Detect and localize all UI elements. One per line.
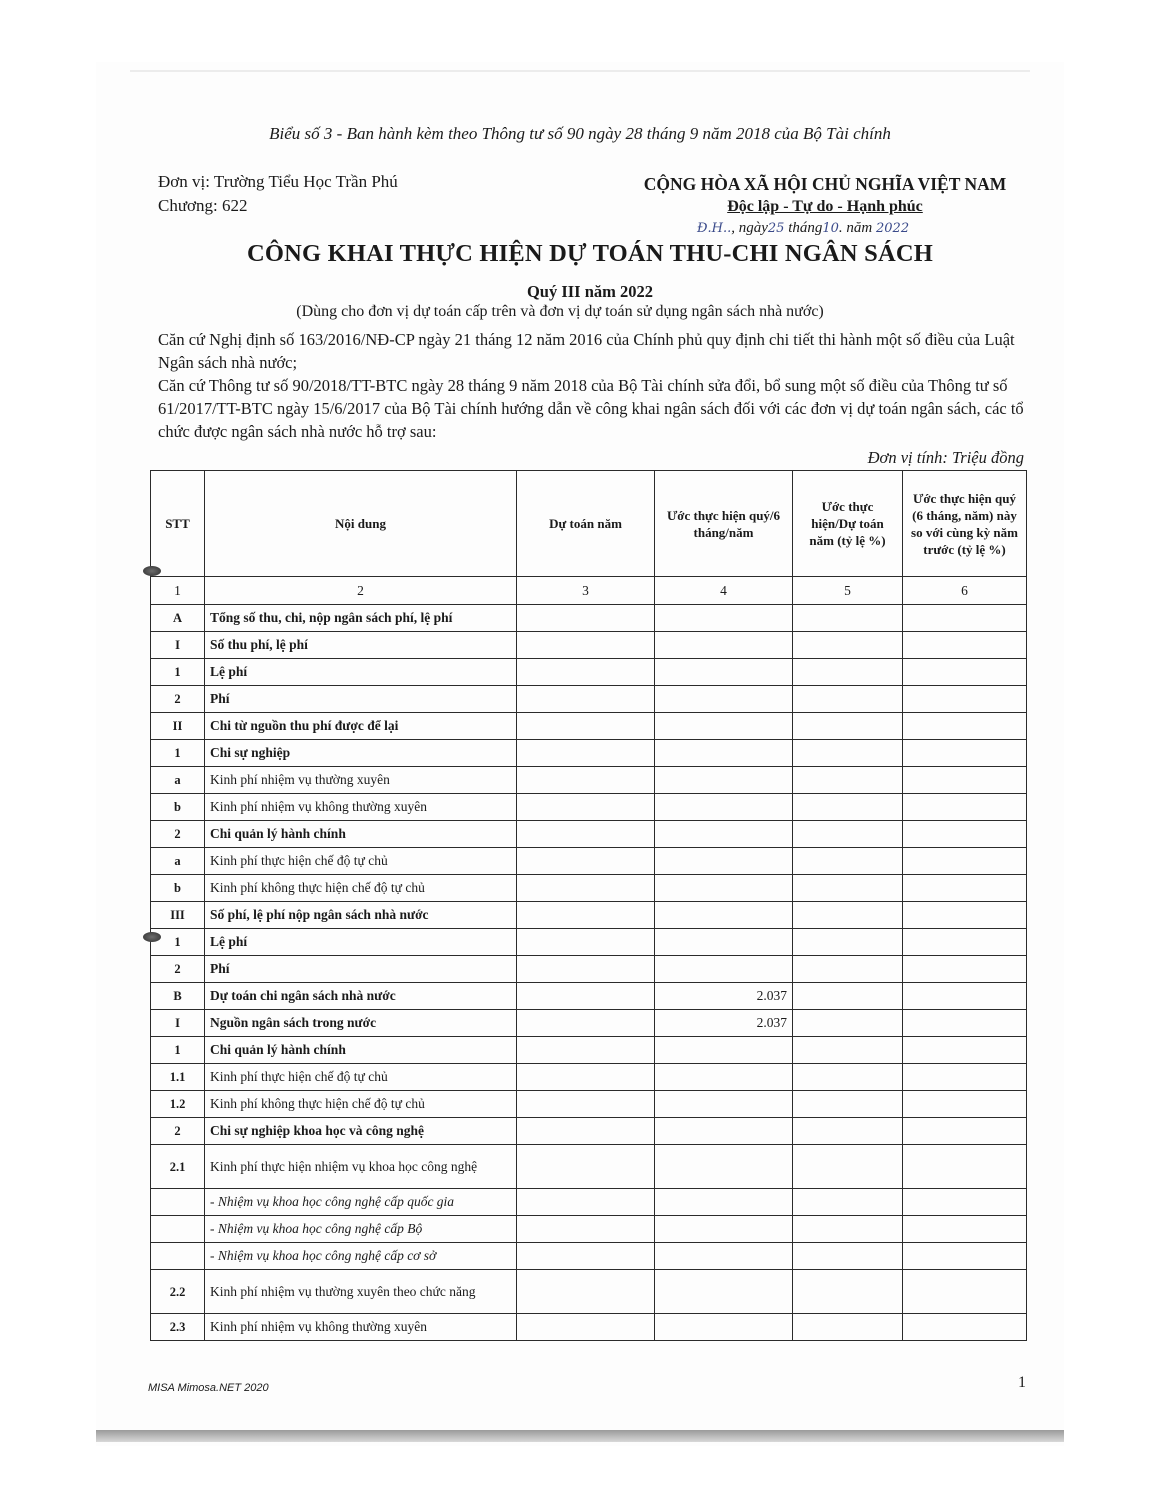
table-row	[151, 875, 1027, 902]
row-year-over-year-ratio	[903, 821, 1027, 848]
table-row	[151, 740, 1027, 767]
row-annual-estimate	[517, 1037, 655, 1064]
row-content: Kinh phí nhiệm vụ thường xuyên	[205, 767, 517, 794]
table-row	[151, 1270, 1027, 1314]
row-content: Kinh phí nhiệm vụ không thường xuyên	[205, 794, 517, 821]
row-year-over-year-ratio	[903, 1064, 1027, 1091]
row-annual-estimate	[517, 1314, 655, 1341]
document-scope: (Dùng cho đơn vị dự toán cấp trên và đơn vị dự toán sử dụng ngân sách nhà nước)	[296, 303, 824, 320]
row-execution-ratio	[793, 605, 903, 632]
table-row	[151, 848, 1027, 875]
row-execution-ratio	[793, 1189, 903, 1216]
row-execution-ratio	[793, 1037, 903, 1064]
nation-motto: Độc lập - Tự do - Hạnh phúc	[727, 198, 923, 215]
row-stt	[151, 1189, 205, 1216]
date-line	[697, 220, 909, 237]
row-year-over-year-ratio	[903, 1314, 1027, 1341]
table-row	[151, 1216, 1027, 1243]
row-execution-ratio	[793, 956, 903, 983]
row-execution-ratio	[793, 983, 903, 1010]
row-stt: II	[151, 713, 205, 740]
column-number-row	[151, 577, 1027, 605]
row-content: - Nhiệm vụ khoa học công nghệ cấp Bộ	[205, 1216, 517, 1243]
row-stt: 1.1	[151, 1064, 205, 1091]
row-year-over-year-ratio	[903, 929, 1027, 956]
table-row	[151, 1118, 1027, 1145]
row-annual-estimate	[517, 686, 655, 713]
table-row	[151, 1037, 1027, 1064]
row-content: Kinh phí thực hiện nhiệm vụ khoa học công nghệ	[205, 1145, 517, 1189]
row-content: Lệ phí	[205, 659, 517, 686]
row-stt: 2	[151, 1118, 205, 1145]
row-execution-ratio	[793, 794, 903, 821]
row-content: Phí	[205, 956, 517, 983]
column-number: 2	[205, 577, 517, 605]
row-annual-estimate	[517, 767, 655, 794]
row-annual-estimate	[517, 1064, 655, 1091]
row-stt: 1.2	[151, 1091, 205, 1118]
row-estimated-execution	[655, 875, 793, 902]
row-annual-estimate	[517, 1118, 655, 1145]
row-stt: 2	[151, 956, 205, 983]
row-execution-ratio	[793, 821, 903, 848]
row-annual-estimate	[517, 1243, 655, 1270]
row-stt: b	[151, 794, 205, 821]
row-year-over-year-ratio	[903, 848, 1027, 875]
row-execution-ratio	[793, 686, 903, 713]
row-estimated-execution	[655, 686, 793, 713]
row-estimated-execution	[655, 1216, 793, 1243]
row-estimated-execution	[655, 1270, 793, 1314]
row-estimated-execution	[655, 1064, 793, 1091]
row-year-over-year-ratio	[903, 794, 1027, 821]
row-execution-ratio	[793, 1091, 903, 1118]
row-estimated-execution: 2.037	[655, 983, 793, 1010]
row-estimated-execution	[655, 902, 793, 929]
scan-edge	[130, 70, 1030, 72]
row-content: Kinh phí thực hiện chế độ tự chủ	[205, 1064, 517, 1091]
row-annual-estimate	[517, 1216, 655, 1243]
row-execution-ratio	[793, 1118, 903, 1145]
date-day-label: , ngày	[731, 220, 768, 236]
column-number: 6	[903, 577, 1027, 605]
column-number: 3	[517, 577, 655, 605]
punch-hole	[143, 566, 161, 576]
row-estimated-execution	[655, 1037, 793, 1064]
row-content: Kinh phí không thực hiện chế độ tự chủ	[205, 875, 517, 902]
budget-table	[150, 470, 1027, 1341]
header-estimated-execution: Ước thực hiện quý/6 tháng/năm	[655, 471, 793, 577]
row-annual-estimate	[517, 605, 655, 632]
date-year: 2022	[876, 221, 910, 236]
row-stt: 2.1	[151, 1145, 205, 1189]
nation-block	[590, 172, 1060, 218]
table-row	[151, 794, 1027, 821]
row-annual-estimate	[517, 632, 655, 659]
row-content: Dự toán chi ngân sách nhà nước	[205, 983, 517, 1010]
row-estimated-execution	[655, 1118, 793, 1145]
row-stt: I	[151, 1010, 205, 1037]
table-row	[151, 956, 1027, 983]
row-estimated-execution	[655, 1243, 793, 1270]
row-estimated-execution	[655, 821, 793, 848]
row-annual-estimate	[517, 902, 655, 929]
date-day: 25	[767, 221, 785, 236]
row-execution-ratio	[793, 1010, 903, 1037]
row-content: Chi từ nguồn thu phí được để lại	[205, 713, 517, 740]
basis-circular: Căn cứ Thông tư số 90/2018/TT-BTC ngày 28 tháng 9 năm 2018 của Bộ Tài chính sửa đổi, bổ sung một số điều của Thông tư số 61/2017/TT-BTC ngày 15/6/2017 của Bộ Tài chính hướng dẫn về công khai ngân sách đối với các đơn vị dự toán ngân sách, các tổ chức được ngân sách nhà nước hỗ trợ sau:	[158, 376, 1024, 441]
row-stt: 2	[151, 686, 205, 713]
row-stt: a	[151, 848, 205, 875]
chapter-code: Chương: 622	[158, 196, 248, 215]
row-stt: b	[151, 875, 205, 902]
row-stt: 1	[151, 659, 205, 686]
row-year-over-year-ratio	[903, 1037, 1027, 1064]
row-stt: I	[151, 632, 205, 659]
row-year-over-year-ratio	[903, 1118, 1027, 1145]
row-content: Lệ phí	[205, 929, 517, 956]
row-estimated-execution	[655, 767, 793, 794]
row-execution-ratio	[793, 1216, 903, 1243]
row-execution-ratio	[793, 929, 903, 956]
table-row	[151, 902, 1027, 929]
row-year-over-year-ratio	[903, 1189, 1027, 1216]
date-year-label: . năm	[838, 220, 873, 236]
row-estimated-execution	[655, 1189, 793, 1216]
row-execution-ratio	[793, 740, 903, 767]
row-execution-ratio	[793, 902, 903, 929]
row-execution-ratio	[793, 1145, 903, 1189]
row-execution-ratio	[793, 632, 903, 659]
table-row	[151, 632, 1027, 659]
row-year-over-year-ratio	[903, 902, 1027, 929]
punch-hole	[143, 932, 161, 942]
table-row	[151, 605, 1027, 632]
row-year-over-year-ratio	[903, 1243, 1027, 1270]
row-execution-ratio	[793, 713, 903, 740]
table-row	[151, 1145, 1027, 1189]
row-stt: 1	[151, 1037, 205, 1064]
column-number: 5	[793, 577, 903, 605]
unit-block	[158, 170, 398, 218]
row-annual-estimate	[517, 794, 655, 821]
table-row	[151, 983, 1027, 1010]
row-content: Phí	[205, 686, 517, 713]
legal-basis-line: Biểu số 3 - Ban hành kèm theo Thông tư số 90 ngày 28 tháng 9 năm 2018 của Bộ Tài chính	[269, 124, 891, 143]
header-execution-ratio: Ước thực hiện/Dự toán năm (tỷ lệ %)	[793, 471, 903, 577]
row-estimated-execution	[655, 632, 793, 659]
row-year-over-year-ratio	[903, 1270, 1027, 1314]
row-stt: A	[151, 605, 205, 632]
header-year-over-year-ratio: Ước thực hiện quý (6 tháng, năm) này so với cùng kỳ năm trước (tỷ lệ %)	[903, 471, 1027, 577]
row-stt: 1	[151, 929, 205, 956]
table-row	[151, 1064, 1027, 1091]
row-annual-estimate	[517, 1091, 655, 1118]
row-content: Số thu phí, lệ phí	[205, 632, 517, 659]
header-content: Nội dung	[205, 471, 517, 577]
row-year-over-year-ratio	[903, 686, 1027, 713]
header-annual-estimate: Dự toán năm	[517, 471, 655, 577]
footer-software: MISA Mimosa.NET 2020	[148, 1382, 269, 1394]
currency-unit: Đơn vị tính: Triệu đồng	[867, 448, 1024, 467]
unit-name: Đơn vị: Trường Tiểu Học Trần Phú	[158, 172, 398, 191]
page-number: 1	[1018, 1374, 1026, 1391]
row-annual-estimate	[517, 659, 655, 686]
table-row	[151, 767, 1027, 794]
table-row	[151, 1189, 1027, 1216]
row-year-over-year-ratio	[903, 632, 1027, 659]
basis-decree: Căn cứ Nghị định số 163/2016/NĐ-CP ngày 21 tháng 12 năm 2016 của Chính phủ quy định chi tiết thi hành một số điều của Luật Ngân sách nhà nước;	[158, 330, 1015, 372]
row-annual-estimate	[517, 848, 655, 875]
row-estimated-execution	[655, 848, 793, 875]
row-content: Chi quản lý hành chính	[205, 821, 517, 848]
row-content: Chi sự nghiệp khoa học và công nghệ	[205, 1118, 517, 1145]
table-row	[151, 929, 1027, 956]
row-annual-estimate	[517, 1145, 655, 1189]
row-execution-ratio	[793, 1270, 903, 1314]
row-estimated-execution	[655, 1091, 793, 1118]
row-execution-ratio	[793, 875, 903, 902]
row-execution-ratio	[793, 1064, 903, 1091]
table-row	[151, 659, 1027, 686]
row-annual-estimate	[517, 821, 655, 848]
row-year-over-year-ratio	[903, 713, 1027, 740]
row-estimated-execution	[655, 1314, 793, 1341]
row-annual-estimate	[517, 983, 655, 1010]
row-content: Kinh phí nhiệm vụ không thường xuyên	[205, 1314, 517, 1341]
row-year-over-year-ratio	[903, 1216, 1027, 1243]
row-estimated-execution	[655, 605, 793, 632]
row-estimated-execution	[655, 929, 793, 956]
row-annual-estimate	[517, 929, 655, 956]
date-month-label: tháng	[784, 220, 823, 236]
column-number: 1	[151, 577, 205, 605]
row-stt: a	[151, 767, 205, 794]
row-stt	[151, 1243, 205, 1270]
row-year-over-year-ratio	[903, 740, 1027, 767]
document-period: Quý III năm 2022	[526, 282, 654, 301]
row-estimated-execution	[655, 1145, 793, 1189]
row-estimated-execution	[655, 794, 793, 821]
row-year-over-year-ratio	[903, 605, 1027, 632]
document-title: CÔNG KHAI THỰC HIỆN DỰ TOÁN THU-CHI NGÂN SÁCH	[246, 240, 933, 267]
row-content: Kinh phí thực hiện chế độ tự chủ	[205, 848, 517, 875]
table-row	[151, 1314, 1027, 1341]
scan-shadow	[96, 1430, 1064, 1442]
nation-title: CỘNG HÒA XÃ HỘI CHỦ NGHĨA VIỆT NAM	[643, 174, 1007, 194]
table-row	[151, 686, 1027, 713]
row-execution-ratio	[793, 659, 903, 686]
row-annual-estimate	[517, 956, 655, 983]
row-year-over-year-ratio	[903, 1091, 1027, 1118]
row-content: Tổng số thu, chi, nộp ngân sách phí, lệ phí	[205, 605, 517, 632]
row-execution-ratio	[793, 1243, 903, 1270]
date-place: Đ.H..	[697, 221, 732, 236]
row-execution-ratio	[793, 1314, 903, 1341]
row-estimated-execution	[655, 740, 793, 767]
row-year-over-year-ratio	[903, 659, 1027, 686]
row-estimated-execution	[655, 713, 793, 740]
row-content: Nguồn ngân sách trong nước	[205, 1010, 517, 1037]
row-year-over-year-ratio	[903, 875, 1027, 902]
row-year-over-year-ratio	[903, 767, 1027, 794]
row-content: Chi quản lý hành chính	[205, 1037, 517, 1064]
date-month: 10	[822, 221, 839, 236]
row-annual-estimate	[517, 1189, 655, 1216]
row-estimated-execution	[655, 659, 793, 686]
row-annual-estimate	[517, 1010, 655, 1037]
row-annual-estimate	[517, 740, 655, 767]
table-row	[151, 1010, 1027, 1037]
row-stt: B	[151, 983, 205, 1010]
table-header-row	[151, 471, 1027, 577]
row-year-over-year-ratio	[903, 956, 1027, 983]
row-estimated-execution	[655, 956, 793, 983]
row-content: Kinh phí không thực hiện chế độ tự chủ	[205, 1091, 517, 1118]
row-content: Số phí, lệ phí nộp ngân sách nhà nước	[205, 902, 517, 929]
row-year-over-year-ratio	[903, 983, 1027, 1010]
row-stt: 2	[151, 821, 205, 848]
row-estimated-execution: 2.037	[655, 1010, 793, 1037]
row-annual-estimate	[517, 875, 655, 902]
table-row	[151, 713, 1027, 740]
row-stt	[151, 1216, 205, 1243]
row-content: - Nhiệm vụ khoa học công nghệ cấp cơ sở	[205, 1243, 517, 1270]
row-content: Chi sự nghiệp	[205, 740, 517, 767]
row-stt: 2.2	[151, 1270, 205, 1314]
row-execution-ratio	[793, 767, 903, 794]
row-execution-ratio	[793, 848, 903, 875]
table-row	[151, 1091, 1027, 1118]
header-stt: STT	[151, 471, 205, 577]
row-stt: III	[151, 902, 205, 929]
row-content: Kinh phí nhiệm vụ thường xuyên theo chức năng	[205, 1270, 517, 1314]
row-annual-estimate	[517, 1270, 655, 1314]
row-stt: 2.3	[151, 1314, 205, 1341]
column-number: 4	[655, 577, 793, 605]
table-row	[151, 821, 1027, 848]
row-annual-estimate	[517, 713, 655, 740]
row-stt: 1	[151, 740, 205, 767]
row-year-over-year-ratio	[903, 1010, 1027, 1037]
table-row	[151, 1243, 1027, 1270]
row-year-over-year-ratio	[903, 1145, 1027, 1189]
row-content: - Nhiệm vụ khoa học công nghệ cấp quốc gia	[205, 1189, 517, 1216]
